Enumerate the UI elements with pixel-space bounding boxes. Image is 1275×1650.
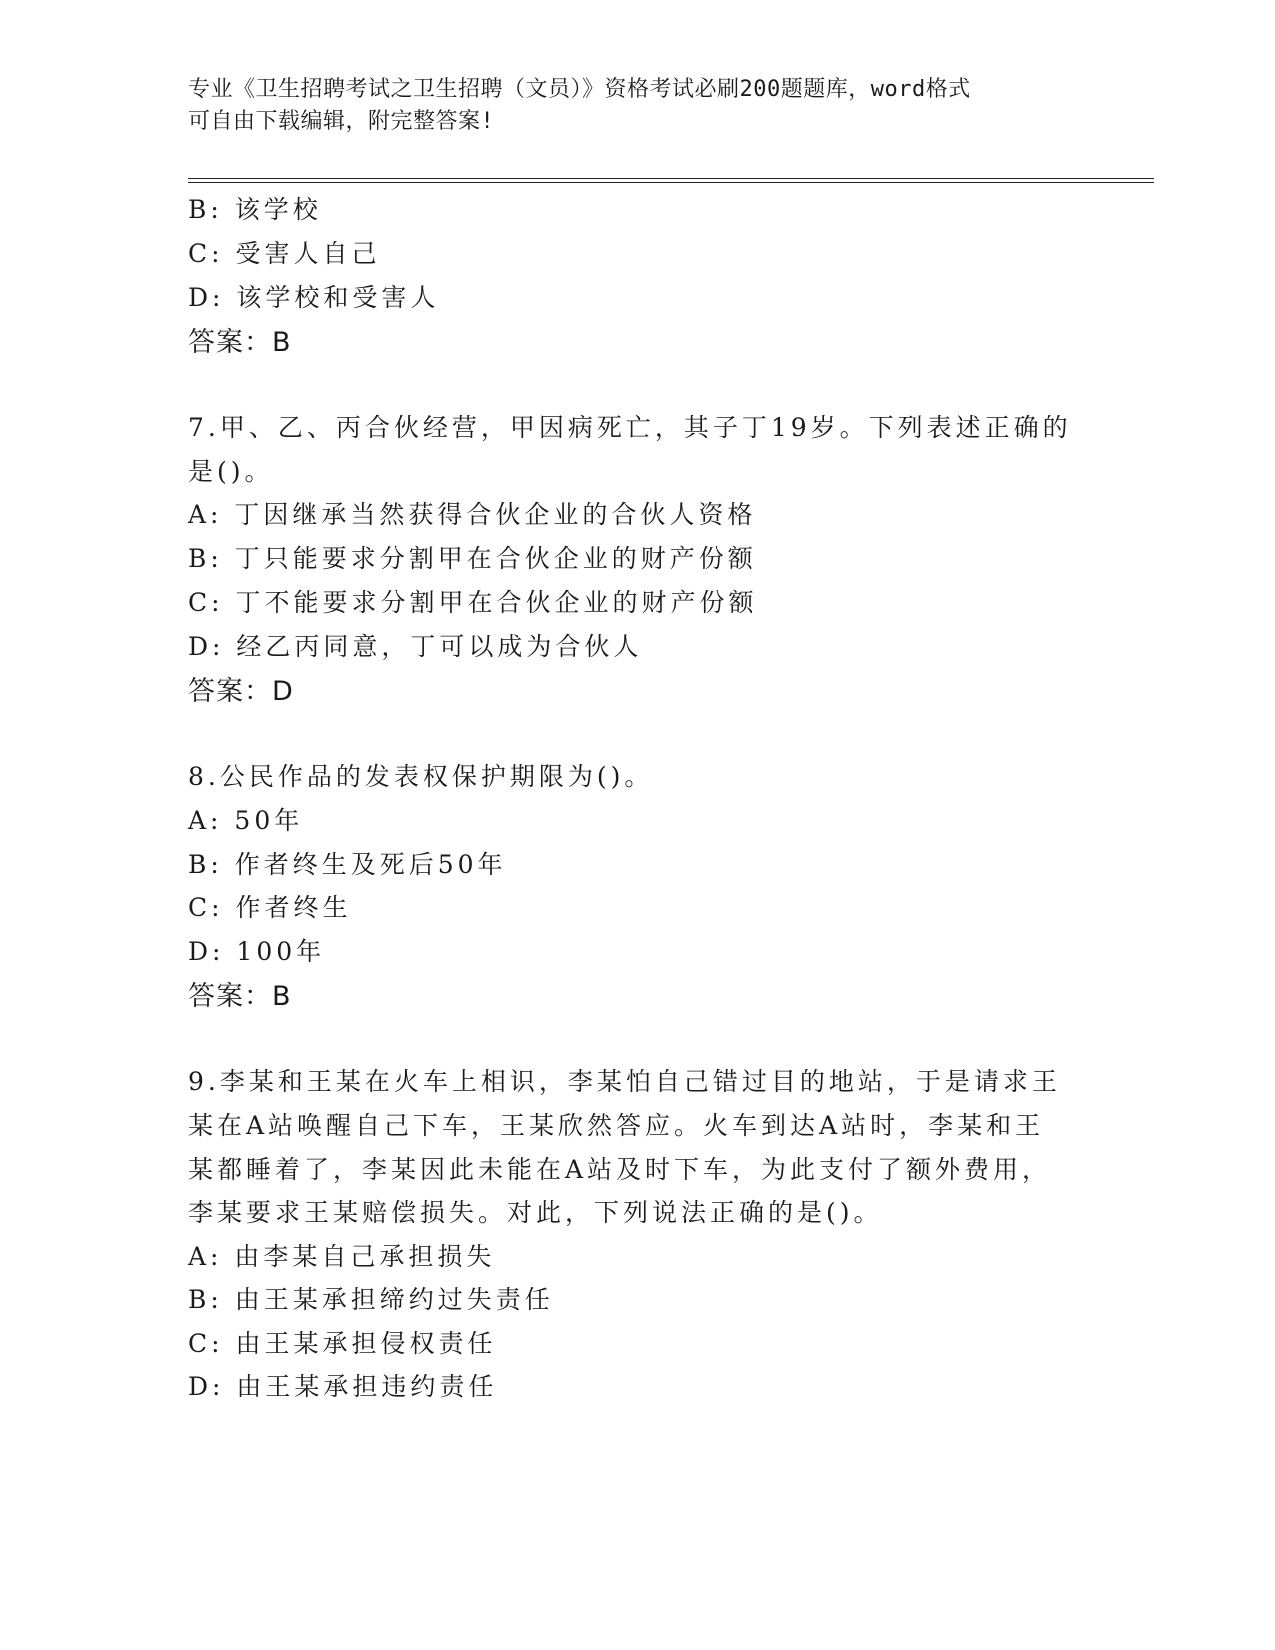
q6-answer: 答案：B xyxy=(188,327,292,358)
q8-option-d: D: 100年 xyxy=(188,937,326,966)
header-divider-bottom xyxy=(188,182,1154,183)
q9-option-a: A: 由李某自己承担损失 xyxy=(188,1242,496,1271)
q9-stem-line-2: 某在A站唤醒自己下车，王某欣然答应。火车到达A站时，李某和王 xyxy=(188,1111,1045,1140)
q7-option-b: B: 丁只能要求分割甲在合伙企业的财产份额 xyxy=(188,544,757,573)
q7-answer: 答案：D xyxy=(188,676,294,707)
q8-answer: 答案：B xyxy=(188,981,292,1012)
q7-stem-line-1: 7.甲、乙、丙合伙经营，甲因病死亡，其子丁19岁。下列表述正确的 xyxy=(188,413,1072,442)
q6-option-b: B: 该学校 xyxy=(188,195,322,224)
q7-option-d: D: 经乙丙同意，丁可以成为合伙人 xyxy=(188,632,643,661)
q8-option-c: C: 作者终生 xyxy=(188,893,352,922)
q9-stem-line-4: 李某要求王某赔偿损失。对此，下列说法正确的是()。 xyxy=(188,1198,883,1227)
q8-stem: 8.公民作品的发表权保护期限为()。 xyxy=(188,762,654,791)
header-title-line-1: 专业《卫生招聘考试之卫生招聘（文员）》资格考试必刷200题题库，word格式 xyxy=(188,77,971,102)
q8-option-a: A: 50年 xyxy=(188,806,304,835)
q7-option-a: A: 丁因继承当然获得合伙企业的合伙人资格 xyxy=(188,500,757,529)
q7-option-c: C: 丁不能要求分割甲在合伙企业的财产份额 xyxy=(188,588,758,617)
q9-option-c: C: 由王某承担侵权责任 xyxy=(188,1329,497,1358)
q7-stem-line-2: 是()。 xyxy=(188,457,274,486)
q9-stem-line-1: 9.李某和王某在火车上相识，李某怕自己错过目的地站，于是请求王 xyxy=(188,1067,1061,1096)
q9-option-b: B: 由王某承担缔约过失责任 xyxy=(188,1285,554,1314)
document-header xyxy=(188,74,1068,138)
q6-option-c: C: 受害人自己 xyxy=(188,239,381,268)
header-title-line-2: 可自由下载编辑，附完整答案! xyxy=(188,109,495,134)
header-divider-top xyxy=(188,178,1154,179)
q6-option-d: D: 该学校和受害人 xyxy=(188,283,440,312)
q9-stem-line-3: 某都睡着了，李某因此未能在A站及时下车，为此支付了额外费用， xyxy=(188,1155,1052,1184)
q8-option-b: B: 作者终生及死后50年 xyxy=(188,850,507,879)
q9-option-d: D: 由王某承担违约责任 xyxy=(188,1372,498,1401)
